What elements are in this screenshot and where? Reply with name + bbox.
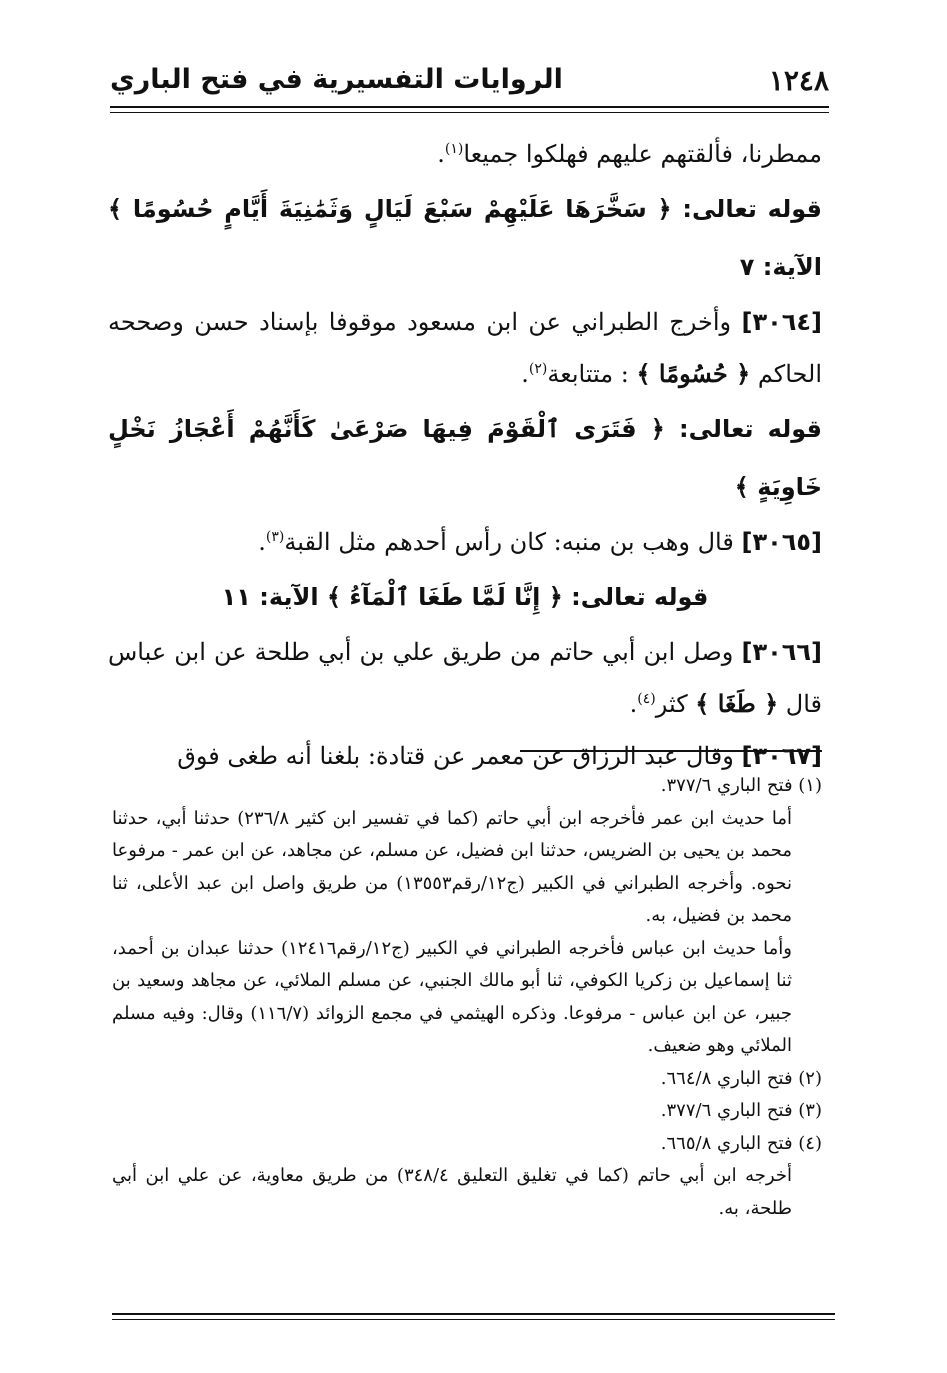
narration-number: [٣٠٦٤]	[741, 308, 822, 336]
narration-number: [٣٠٦٦]	[741, 638, 822, 666]
footnote-3: (٣) فتح الباري ٣٧٧/٦.	[660, 1100, 822, 1121]
quran-quote: ﴿ إِنَّا لَمَّا طَغَا ٱلْمَآءُ ﴾	[326, 583, 563, 611]
verse-number: الآية: ٧	[739, 253, 822, 281]
quran-quote: ﴿ سَخَّرَهَا عَلَيْهِمْ سَبْعَ لَيَالٍ وَثَمَٰنِيَةَ أَيَّامٍ حُسُومًا ﴾	[108, 195, 672, 223]
verse-heading-11	[108, 568, 822, 626]
page-header	[110, 64, 829, 104]
verse-number: الآية: ١١	[221, 583, 319, 611]
paragraph-continuation	[108, 128, 822, 180]
narration-text-rest: كثر	[655, 690, 688, 718]
footnote-1: (١) فتح الباري ٣٧٧/٦.	[660, 775, 822, 796]
narration-number: [٣٠٦٧]	[741, 742, 822, 770]
footnote-ref-1: (١)	[444, 141, 464, 157]
main-text	[108, 128, 822, 782]
footnote-4: (٤) فتح الباري ٦٦٥/٨.	[660, 1132, 822, 1154]
footnote-ref-2: (٢)	[528, 361, 548, 377]
footnote-ref-4: (٤)	[637, 691, 656, 707]
footnote-separator	[520, 750, 822, 752]
quran-quote: ﴿ حُسُومًا ﴾	[636, 359, 751, 388]
header-rule-thin	[110, 112, 829, 113]
footnote-1-detail-a: أما حديث ابن عمر فأخرجه ابن أبي حاتم (كما في تفسير ابن كثير ٢٣٦/٨) حدثنا أبي، حدثنا محمد بن يحيى بن الضريس، حدثنا ابن فضيل، عن مسلم، عن مجاهد، عن ابن عمر - مرفوعا نحوه. وأخرجه الطبراني في الكبير (ج١٢/رقم١٣٥٥٣) من طريق واصل ابن عبد الأعلى، ثنا محمد بن فضيل، به.	[112, 807, 793, 926]
verse-heading-fatara	[108, 400, 822, 516]
narration-number: [٣٠٦٥]	[741, 528, 822, 556]
verse-heading-7	[108, 180, 822, 296]
narration-text: قال وهب بن منبه: كان رأس أحدهم مثل القبة	[284, 528, 734, 556]
bottom-rule	[112, 1313, 835, 1315]
narration-text: وصل ابن أبي حاتم من طريق علي بن أبي طلحة عن ابن عباس قال	[108, 638, 822, 718]
quran-quote: ﴿ فَتَرَى ٱلْقَوْمَ فِيهَا صَرْعَىٰ كَأَنَّهُمْ أَعْجَازُ نَخْلٍ خَاوِيَةٍ ﴾	[108, 415, 822, 501]
page-number: ١٢٤٨	[768, 64, 829, 97]
paragraph-end: .	[629, 690, 638, 718]
heading-label: قوله تعالى:	[682, 195, 822, 223]
quran-quote: ﴿ طَغَا ﴾	[695, 689, 779, 718]
heading-label: قوله تعالى:	[679, 415, 822, 443]
footnote-ref-3: (٣)	[265, 529, 285, 545]
narration-text: وقال عبد الرزاق عن معمر عن قتادة: بلغنا أنه طغى فوق	[177, 742, 734, 770]
paragraph-end: .	[437, 140, 445, 168]
narration-3066	[108, 626, 822, 730]
narration-3064	[108, 296, 822, 400]
footnote-4-detail: أخرجه ابن أبي حاتم (كما في تغليق التعليق ٣٤٨/٤) من طريق معاوية، عن علي ابن أبي طلحة، به.	[112, 1165, 792, 1219]
paragraph-end: .	[521, 360, 529, 388]
header-rule	[110, 106, 829, 108]
heading-label: قوله تعالى:	[571, 583, 709, 611]
narration-3065	[108, 516, 822, 568]
narration-text: وأخرج الطبراني عن ابن مسعود موقوفا بإسناد حسن وصححه الحاكم	[108, 308, 822, 388]
footnote-2: (٢) فتح الباري ٦٦٤/٨.	[660, 1067, 822, 1089]
bottom-rule-thin	[112, 1319, 835, 1320]
narration-text-rest: : متتابعة	[547, 360, 629, 388]
paragraph-end: .	[258, 528, 266, 556]
footnotes	[112, 770, 822, 1225]
running-title: الروايات التفسيرية في فتح الباري	[110, 64, 563, 95]
footnote-1-detail-b: وأما حديث ابن عباس فأخرجه الطبراني في الكبير (ج١٢/رقم١٢٤١٦) حدثنا عبدان بن أحمد، ثنا إسماعيل بن زكريا الكوفي، ثنا أبو مالك الجنبي، عن مسلم الملائي، عن مجاهد وسعيد بن جبير، عن ابن عباس - مرفوعا. وذكره الهيثمي في مجمع الزوائد (١١٦/٧) وقال: وفيه مسلم الملائي وهو ضعيف.	[112, 937, 792, 1056]
paragraph-text: ممطرنا، فألقتهم عليهم فهلكوا جميعا	[463, 140, 822, 168]
